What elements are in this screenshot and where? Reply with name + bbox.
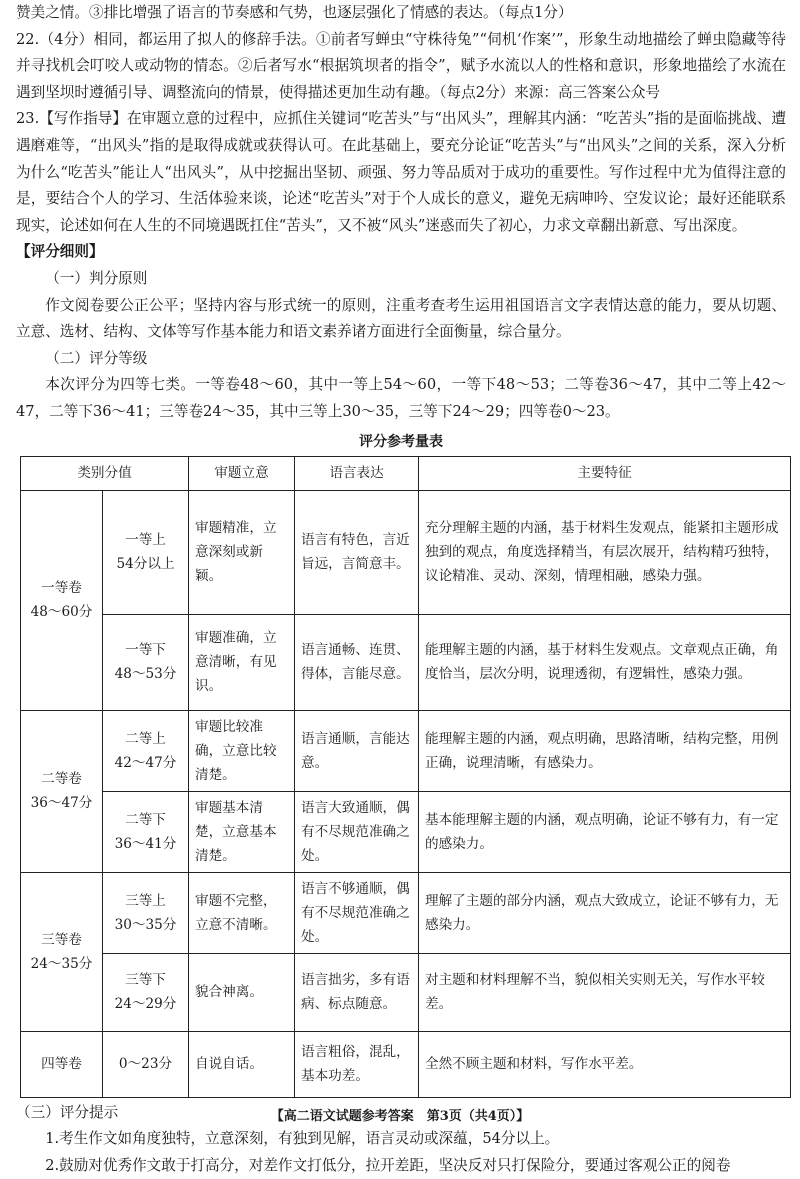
table-row xyxy=(21,614,791,710)
grades-title: （二）评分等级 xyxy=(45,349,148,367)
category-cell: 一等卷 48～60分 xyxy=(21,490,103,710)
topic-cell: 审题不完整，立意不清晰。 xyxy=(189,872,295,953)
subcategory-cell: 三等上 30～35分 xyxy=(103,872,189,953)
table-row xyxy=(21,490,791,614)
language-cell: 语言有特色，言近旨远，言简意丰。 xyxy=(295,490,419,614)
rubric-table xyxy=(20,456,791,1098)
topic-cell: 自说自话。 xyxy=(189,1031,295,1097)
rubric-heading: 【评分细则】 xyxy=(16,243,104,261)
header-topic: 审题立意 xyxy=(189,456,295,490)
subcategory-cell: 一等下 48～53分 xyxy=(103,614,189,710)
category-cell: 二等卷 36～47分 xyxy=(21,710,103,872)
subcategory-cell: 0～23分 xyxy=(103,1031,189,1097)
features-cell: 全然不顾主题和材料，写作水平差。 xyxy=(419,1031,791,1097)
table-row xyxy=(21,953,791,1031)
header-language: 语言表达 xyxy=(295,456,419,490)
answer-22: 22.（4分）相同，都运用了拟人的修辞手法。①前者写蝉虫“守株待兔”“伺机‘作案’”，形象生动地描绘了蝉虫隐藏等待并寻找机会叮咬人或动物的情态。②后者写水“根据筑坝者的指令”，赋予水流以人的性格和意识，形象地描绘了水流在遇到坚坝时遵循引导、调整流向的情景，使得描述更加生动有趣。（每点2分）来源：高三答案公众号 xyxy=(16,30,786,101)
topic-cell: 审题基本清楚，立意基本清楚。 xyxy=(189,791,295,872)
tip-item: 2.鼓励对优秀作文敢于打高分，对差作文打低分，拉开差距，坚决反对只打保险分，要通过客观公正的阅卷 xyxy=(45,1156,731,1174)
features-cell: 能理解主题的内涵，观点明确，思路清晰，结构完整，用例正确，说理清晰，有感染力。 xyxy=(419,710,791,791)
language-cell: 语言不够通顺，偶有不尽规范准确之处。 xyxy=(295,872,419,953)
answer-23-writing-guide: 23.【写作指导】在审题立意的过程中，应抓住关键词“吃苦头”与“出风头”，理解其内涵：“吃苦头”指的是面临挑战、遭遇磨难等，“出风头”指的是取得成就或获得认可。在此基础上，要充分论证“吃苦头”与“出风头”之间的关系，深入分析为什么“吃苦头”能让人“出风头”，从中挖掘出坚韧、顽强、努力等品质对于成功的重要性。写作过程中尤为值得注意的是，要结合个人的学习、生活体验来谈，论述“吃苦头”对于个人成长的意义，避免无病呻吟、空发议论；最好还能联系现实，论述如何在人生的不同境遇既扛住“苦头”，又不被“风头”迷惑而失了初心，力求文章翻出新意、写出深度。 xyxy=(16,110,786,234)
table-row xyxy=(21,1031,791,1097)
topic-cell: 审题比较准确，立意比较清楚。 xyxy=(189,710,295,791)
category-cell: 三等卷 24～35分 xyxy=(21,872,103,1031)
language-cell: 语言通畅、连贯、得体，言能尽意。 xyxy=(295,614,419,710)
tip-item: 1.考生作文如角度独特，立意深刻，有独到见解，语言灵动或深蕴，54分以上。 xyxy=(45,1130,560,1148)
rubric-table-title: 评分参考量表 xyxy=(359,433,443,450)
rubric-header-row xyxy=(21,456,791,490)
grades-text: 本次评分为四等七类。一等卷48～60，其中一等上54～60，一等下48～53；二等卷36～47，其中二等上42～47，二等下36～41；三等卷24～35，其中三等上30～35，三等下24～29；四等卷0～23。 xyxy=(16,376,786,420)
language-cell: 语言粗俗，混乱，基本功差。 xyxy=(295,1031,419,1097)
principle-text: 作文阅卷要公正公平；坚持内容与形式统一的原则，注重考查考生运用祖国语言文字表情达意的能力，要从切题、立意、选材、结构、文体等写作基本能力和语文素养诸方面进行全面衡量，综合量分。 xyxy=(16,296,786,341)
language-cell: 语言大致通顺，偶有不尽规范准确之处。 xyxy=(295,791,419,872)
features-cell: 对主题和材料理解不当，貌似相关实则无关，写作水平较差。 xyxy=(419,953,791,1031)
subcategory-cell: 二等下 36～41分 xyxy=(103,791,189,872)
table-row xyxy=(21,791,791,872)
principle-title: （一）判分原则 xyxy=(45,269,148,287)
topic-cell: 审题准确，立意清晰，有见识。 xyxy=(189,614,295,710)
page-footer: 【高二语文试题参考答案 第3页（共4页）】 xyxy=(270,1109,530,1124)
header-features: 主要特征 xyxy=(419,456,791,490)
features-cell: 充分理解主题的内涵，基于材料生发观点，能紧扣主题形成独到的观点，角度选择精当，有层次展开，结构精巧独特，议论精准、灵动、深刻，情理相融，感染力强。 xyxy=(419,490,791,614)
header-category: 类别分值 xyxy=(21,456,189,490)
topic-cell: 审题精准，立意深刻或新颖。 xyxy=(189,490,295,614)
features-cell: 能理解主题的内涵，基于材料生发观点。文章观点正确，角度恰当，层次分明，说理透彻，有逻辑性，感染力强。 xyxy=(419,614,791,710)
answer-21-ending: 赞美之情。③排比增强了语言的节奏感和气势，也逐层强化了情感的表达。（每点1分） xyxy=(16,4,573,21)
topic-cell: 貌合神离。 xyxy=(189,953,295,1031)
subcategory-cell: 一等上 54分以上 xyxy=(103,490,189,614)
table-row xyxy=(21,872,791,953)
features-cell: 理解了主题的部分内涵，观点大致成立，论证不够有力，无感染力。 xyxy=(419,872,791,953)
language-cell: 语言拙劣，多有语病、标点随意。 xyxy=(295,953,419,1031)
language-cell: 语言通顺，言能达意。 xyxy=(295,710,419,791)
category-cell: 四等卷 xyxy=(21,1031,103,1097)
table-row xyxy=(21,710,791,791)
features-cell: 基本能理解主题的内涵，观点明确，论证不够有力，有一定的感染力。 xyxy=(419,791,791,872)
tips-title: （三）评分提示 xyxy=(16,1103,119,1121)
subcategory-cell: 二等上 42～47分 xyxy=(103,710,189,791)
subcategory-cell: 三等下 24～29分 xyxy=(103,953,189,1031)
